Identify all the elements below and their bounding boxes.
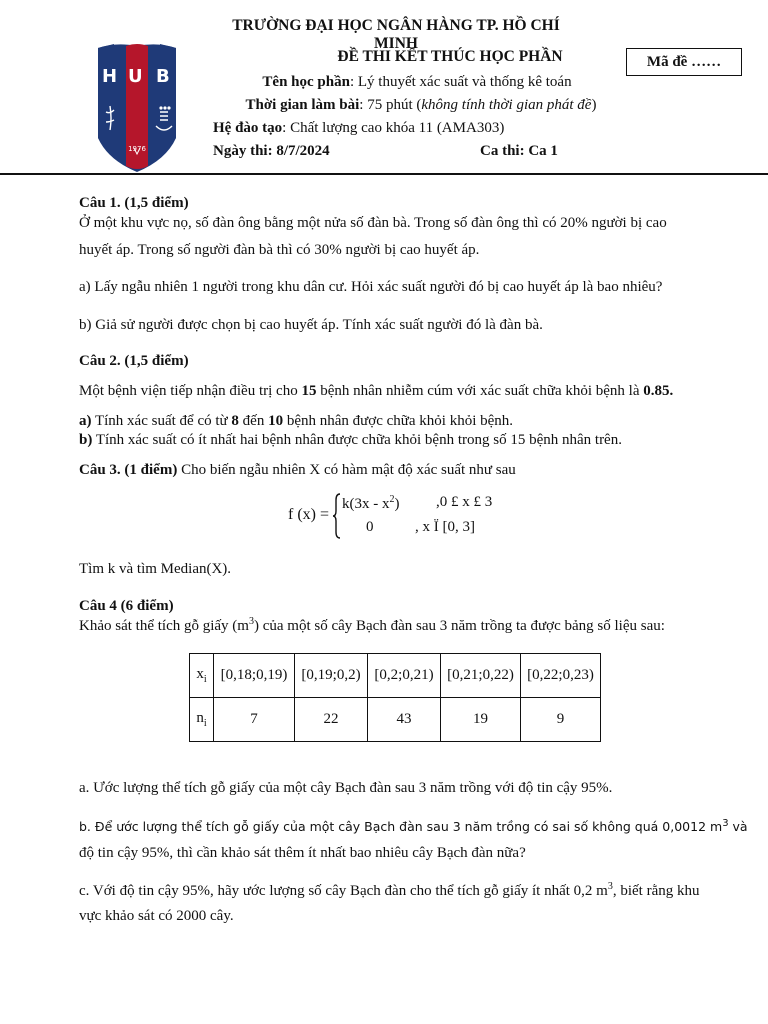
q2-intro-mid: bệnh nhân nhiễm cúm với xác suất chữa khỏi bệnh là	[316, 383, 644, 399]
exam-title: ĐỀ THI KẾT THÚC HỌC PHẦN	[337, 48, 563, 65]
table-cell: [0,2;0,21)	[368, 654, 441, 698]
q2-cure-probability: 0.85.	[643, 383, 674, 399]
q3-task: Tìm k và tìm Median(X).	[79, 561, 232, 577]
table-cell: 22	[295, 698, 368, 742]
exam-date: Ngày thi: 8/7/2024	[213, 143, 330, 159]
q2-part-b	[79, 432, 622, 449]
q2-intro-pre: Một bệnh viện tiếp nhận điều trị cho	[79, 383, 302, 399]
hub-shield-icon	[96, 42, 178, 174]
duration-label: Thời gian làm bài	[245, 97, 360, 113]
q2-title: Câu 2. (1,5 điểm)	[79, 353, 189, 369]
formula-case1-close: )	[394, 496, 400, 512]
q4-c-sup: 3	[607, 881, 613, 892]
formula-case1-cond: ,0 £ x £ 3	[436, 494, 493, 510]
q1-title: Câu 1. (1,5 điểm)	[79, 195, 189, 211]
logo-letter-b: B	[156, 66, 170, 87]
duration-close: )	[591, 97, 597, 113]
q2-patient-count: 15	[301, 383, 317, 399]
q4-part-a: a. Ước lượng thể tích gỗ giấy của một cây Bạch đàn sau 3 năm trồng với độ tin cậy 95%.	[79, 780, 613, 796]
q2-a-label: a)	[79, 413, 92, 429]
table-cell: 7	[214, 698, 295, 742]
exam-code-box: Mã đề ……	[626, 48, 742, 76]
course-label: Tên học phần	[262, 74, 350, 90]
q2-a-post: bệnh nhân được chữa khỏi khỏi bệnh.	[283, 413, 514, 429]
q4-intro-pre: Khảo sát thể tích gỗ giấy (m	[79, 618, 249, 634]
formula-case2-cond: , x Ï [0, 3]	[415, 519, 475, 535]
table-cell: 43	[368, 698, 441, 742]
logo-letter-h: H	[102, 66, 118, 87]
q2-part-a	[79, 413, 513, 430]
duration-note: không tính thời gian phát đề	[421, 97, 592, 113]
table-row-header-n	[190, 698, 214, 742]
table-cell: [0,22;0,23)	[521, 654, 601, 698]
q4-b-post: và	[728, 819, 748, 835]
q4-c-pre: c. Với độ tin cậy 95%, hãy ước lượng số cây Bạch đàn cho thể tích gỗ giấy ít nhất 0,2 m	[79, 883, 608, 899]
program-line	[213, 120, 504, 137]
table-cell: 19	[441, 698, 521, 742]
q4-b-sup: 3	[722, 818, 729, 829]
x-sub: i	[203, 674, 207, 685]
q2-a-pre: Tính xác suất để có từ	[91, 413, 232, 429]
q1-part-a: a) Lấy ngẫu nhiên 1 người trong khu dân cư. Hỏi xác suất người đó bị cao huyết áp là bao nhiêu?	[79, 279, 663, 295]
q4-c-post: , biết rằng khu	[612, 883, 700, 899]
q4-intro	[79, 616, 665, 635]
university-name: TRƯỜNG ĐẠI HỌC NGÂN HÀNG TP. HỒ CHÍ MINH	[232, 17, 560, 52]
x-label: x	[196, 666, 204, 682]
q4-part-b-line1	[79, 818, 748, 834]
program-value: : Chất lượng cao khóa 11 (AMA303)	[282, 120, 505, 136]
q1-intro-line2: huyết áp. Trong số người đàn bà thì có 30% người bị cao huyết áp.	[79, 242, 480, 258]
duration-value: : 75 phút (	[359, 97, 422, 113]
q3-title: Câu 3. (1 điểm)	[79, 462, 178, 478]
table-cell: 9	[521, 698, 601, 742]
logo-year: 1976	[128, 145, 146, 153]
q2-a-from: 8	[231, 413, 239, 429]
q4-part-b-line2: độ tin cậy 95%, thì cần khảo sát thêm ít nhất bao nhiêu cây Bạch đàn nữa?	[79, 845, 526, 861]
q4-title: Câu 4 (6 điểm)	[79, 598, 174, 614]
program-label: Hệ đào tạo	[213, 120, 283, 136]
q4-intro-sup: 3	[248, 616, 254, 627]
q3-header	[79, 462, 516, 479]
density-formula	[288, 492, 518, 542]
course-line	[212, 74, 622, 91]
q2-a-to: 10	[268, 413, 284, 429]
q4-b-pre: b. Để ước lượng thể tích gỗ giấy của một cây Bạch đàn sau 3 năm trồng có sai số không quá 0,0012 m	[79, 819, 723, 835]
table-cell: [0,19;0,2)	[295, 654, 368, 698]
n-label: n	[196, 710, 204, 726]
table-row	[190, 654, 601, 698]
formula-lhs: f (x) =	[288, 506, 330, 523]
n-sub: i	[203, 718, 207, 729]
formula-case2-expr: 0	[366, 519, 374, 535]
table-cell: [0,21;0,22)	[441, 654, 521, 698]
formula-case1-exponent: 2	[389, 494, 395, 505]
q2-b-text: Tính xác suất có ít nhất hai bệnh nhân được chữa khỏi bệnh trong số 15 bệnh nhân trên.	[92, 432, 622, 448]
q2-b-label: b)	[79, 432, 93, 448]
header-divider	[0, 173, 768, 175]
q4-part-c-line1	[79, 881, 700, 900]
q1-part-b: b) Giả sử người được chọn bị cao huyết áp. Tính xác suất người đó là đàn bà.	[79, 317, 543, 333]
q2-intro	[79, 383, 673, 400]
table-cell: [0,18;0,19)	[214, 654, 295, 698]
university-logo	[96, 42, 178, 174]
logo-letter-u: U	[128, 66, 143, 87]
duration-line	[212, 97, 630, 114]
frequency-table	[189, 653, 601, 742]
course-value: : Lý thuyết xác suất và thống kê toán	[349, 74, 572, 90]
q2-a-mid: đến	[238, 413, 269, 429]
formula-case1-body: k(3x - x	[342, 496, 390, 512]
table-row-header-x	[190, 654, 214, 698]
formula-case1-expr	[342, 494, 400, 513]
q3-intro: Cho biến ngẫu nhiên X có hàm mật độ xác suất như sau	[177, 462, 516, 478]
q4-intro-post: ) của một số cây Bạch đàn sau 3 năm trồng ta được bảng số liệu sau:	[253, 618, 665, 634]
q1-intro-line1: Ở một khu vực nọ, số đàn ông bằng một nửa số đàn bà. Trong số đàn ông thì có 20% người bị cao	[79, 215, 667, 231]
exam-session: Ca thi: Ca 1	[480, 143, 558, 159]
table-row	[190, 698, 601, 742]
left-brace-icon	[332, 492, 342, 540]
q4-part-c-line2: vực khảo sát có 2000 cây.	[79, 908, 234, 924]
